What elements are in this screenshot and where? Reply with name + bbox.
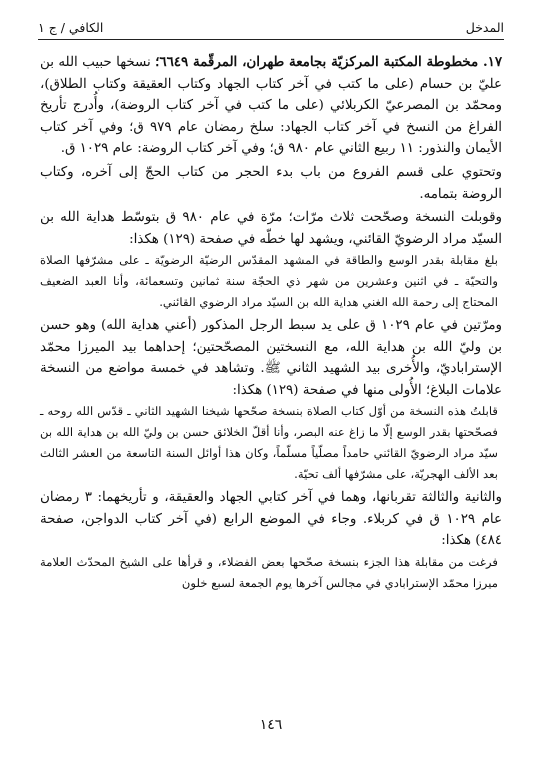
quote-fourth-mark: فرغت من مقابلة هذا الجزء بنسخة صحّحها بعض الفضلاء، و قرأها على الشيخ المحدّث العلامة ميرزا محمّد الإسترابادي في مجالس آخرها يوم الجمعة لسبع خلون bbox=[40, 554, 498, 590]
header-rule bbox=[38, 39, 504, 40]
running-header bbox=[38, 18, 504, 38]
paragraph-collation: وقوبلت النسخة وصحّحت ثلاث مرّات؛ مرّة في عام ٩٨٠ ق بتوسّط هداية الله بن السيّد مراد الرضويّ القائني، ويشهد لها خطّه في صفحة (١٢٩) هكذا: bbox=[40, 210, 502, 247]
quote-second-collation: قابلتُ هذه النسخة من أوّل كتاب الصلاة بنسخة صحّحها شيخنا الشهيد الثاني ـ قدّس الله روحه ـ فصحّحتها بقدر الوسع إلّا ما زاغ عنه البصر، وأنا أقلّ الخلائق حسن بن وليّ الله بن هداية الله بن سيّد مراد الرضويّ القائني حامداً مصلّياً مسلّماً، وكان هذا أوائل السنة التاسعة من العشر الثالث بعد الألف الهجريّة، على مشرّفها ألف تحيّة. bbox=[40, 404, 498, 482]
quote-first-collation: بلغ مقابلة بقدر الوسع والطاقة في المشهد المقدّس الرضيّة الرضويّة ـ على مشرّفها الصلاة والتحيّة ـ في اثنين وعشرين من شهر ذي الحجّة سنة ثمانين وتسعمائة، وأنا العبد الضعيف المحتاج إلى رحمة الله الغني هداية الله بن السيّد مراد الرضوي القائني. bbox=[40, 253, 498, 310]
paragraph-other-marks: والثانية والثالثة تقربانها، وهما في آخر كتابي الجهاد والعقيقة، و تأريخهما: ٣ رمضان عام ١٠٢٩ ق في كربلاء. وجاء في الموضع الرابع (في آخر كتاب الدواجن، صفحة ٤٨٤) هكذا: bbox=[40, 490, 502, 549]
page-number: ١٤٦ bbox=[259, 717, 283, 733]
manuscript-heading: ١٧. مخطوطة المكتبة المركزيّة بجامعة طهران، المرقّمة ٦٦٤٩؛ bbox=[155, 54, 503, 70]
paragraph-contents: وتحتوي على قسم الفروع من باب بدء الحجر من كتاب الحجّ إلى آخره، وكتاب الروضة بتمامه. bbox=[40, 164, 502, 202]
paragraph-manuscript-17 bbox=[40, 52, 502, 160]
page-body bbox=[40, 52, 502, 594]
header-section-title: المدخل bbox=[465, 20, 504, 35]
manuscript-description: نسخها حبيب الله بن عليّ بن حسام (على ما كتب في آخر كتاب الجهاد وكتاب العقيقة وكتاب الطلاق)، ومحمّد بن المصرعيّ الكربلائي (على ما كتب في آخر كتاب الروضة)، وأُدرج تأريخ الفراغ من النسخ في آخر كتاب الجهاد: سلخ رمضان عام ٩٧٩ ق؛ وفي آخر كتاب الأيمان والنذور: ١١ ربيع الثاني عام ٩٨٠ ق؛ وفي آخر كتاب الروضة: عام ١٠٢٩ ق. bbox=[40, 55, 502, 157]
header-book-title: الكافي / ج ١ bbox=[38, 20, 104, 35]
paragraph-second-collation: ومرّتين في عام ١٠٢٩ ق على يد سبط الرجل المذكور (أعني هداية الله) وهو حسن بن وليّ الله بن هداية الله، مع النسختين المصحّحتين؛ إحداهما بيد الميرزا محمّد الإستراباديّ، والأُخرى بيد الشهيد الثاني ﷺ. وتشاهد في خمسة مواضع من النسخة علامات البلاغ؛ الأُولى منها في صفحة (١٢٩) هكذا: bbox=[40, 318, 503, 398]
